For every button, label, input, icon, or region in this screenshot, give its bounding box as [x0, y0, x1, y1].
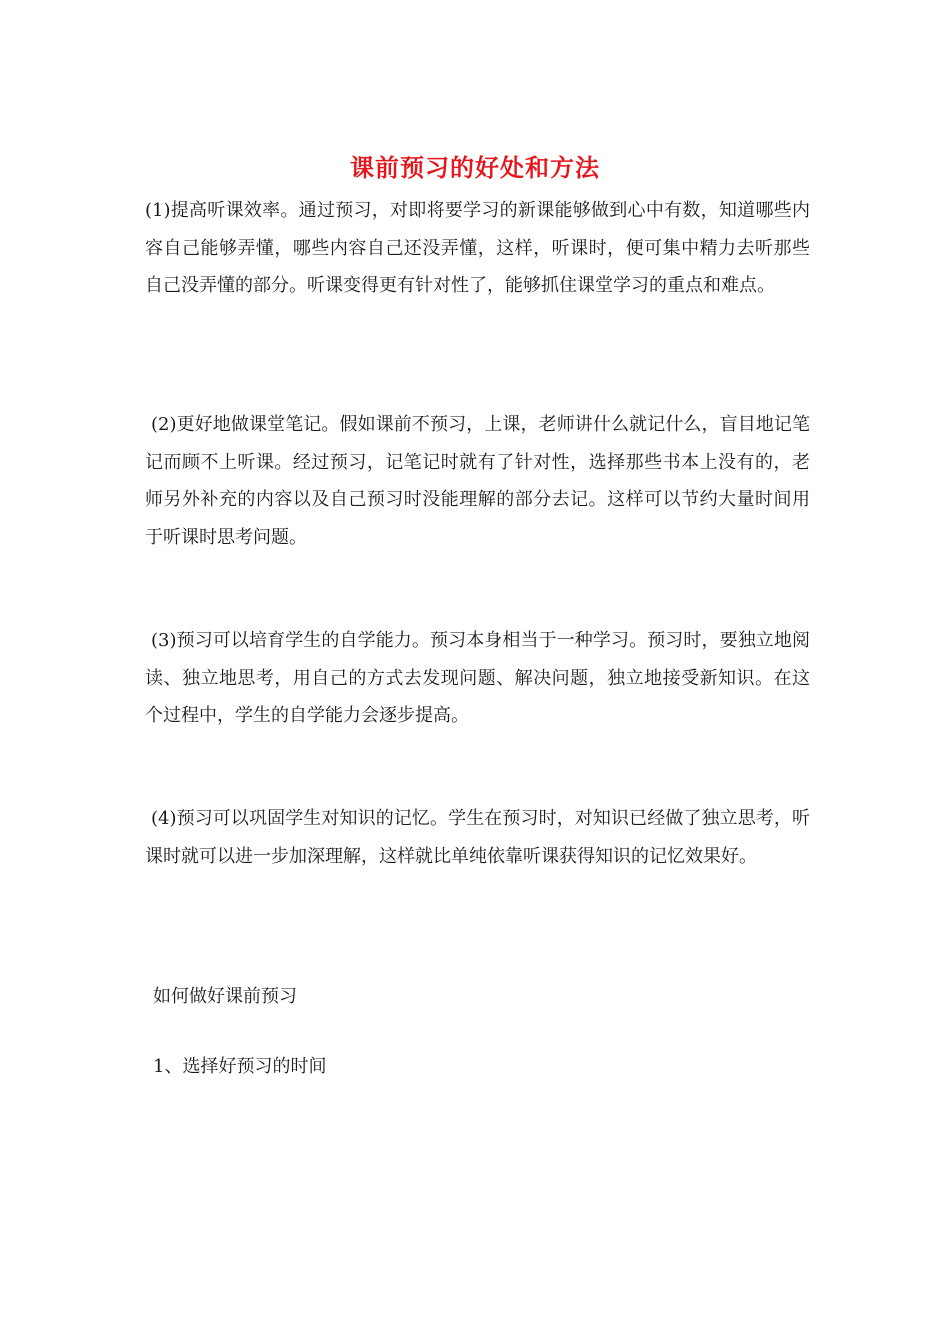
document-title: 课前预习的好处和方法 [350, 153, 600, 182]
paragraph-2: (2)更好地做课堂笔记。假如课前不预习，上课，老师讲什么就记什么，盲目地记笔记而顾不上听课。经过预习，记笔记时就有了针对性，选择那些书本上没有的，老师另外补充的内容以及自己预习时没能理解的部分去记。这样可以节约大量时间用于听课时思考问题。 [145, 414, 810, 548]
paragraph-3: (3)预习可以培育学生的自学能力。预习本身相当于一种学习。预习时，要独立地阅读、独立地思考，用自己的方式去发现问题、解决问题，独立地接受新知识。在这个过程中，学生的自学能力会逐步提高。 [145, 630, 810, 726]
paragraph-1: (1)提高听课效率。通过预习，对即将要学习的新课能够做到心中有数，知道哪些内容自己能够弄懂，哪些内容自己还没弄懂，这样，听课时，便可集中精力去听那些自己没弄懂的部分。听课变得更有针对性了，能够抓住课堂学习的重点和难点。 [145, 200, 810, 296]
section-heading: 如何做好课前预习 [153, 986, 297, 1007]
paragraph-4: (4)预习可以巩固学生对知识的记忆。学生在预习时，对知识已经做了独立思考，听课时就可以进一步加深理解，这样就比单纯依靠听课获得知识的记忆效果好。 [145, 808, 810, 867]
subsection-heading: 1、选择好预习的时间 [153, 1056, 327, 1077]
